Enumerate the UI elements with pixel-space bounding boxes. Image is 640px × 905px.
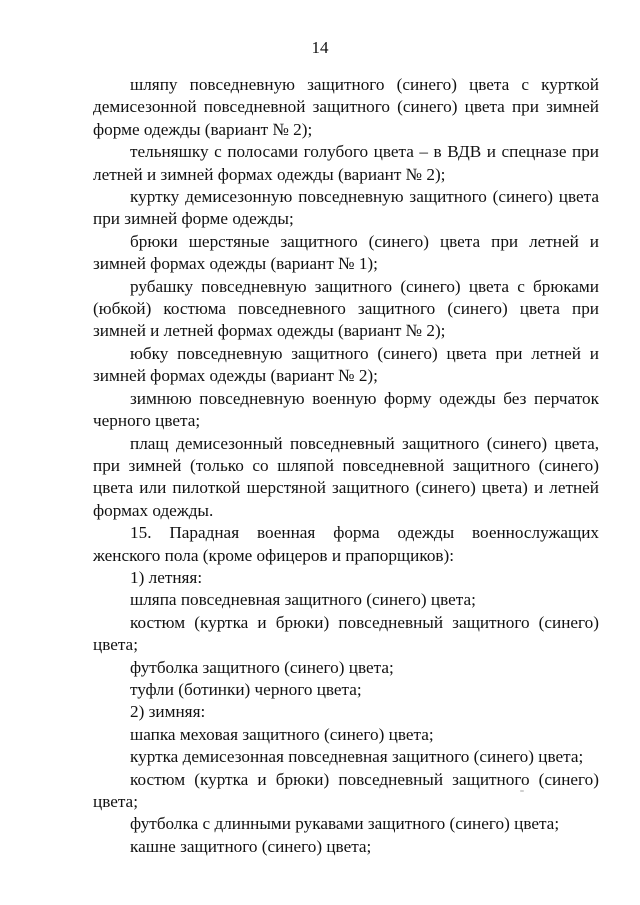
scan-speck <box>520 790 524 792</box>
list-item: футболка с длинными рукавами защитного (синего) цвета; <box>130 814 560 834</box>
page-number: 14 <box>311 38 329 57</box>
list-item: костюм (куртка и брюки) повседневный защитного (синего) цвета; <box>93 612 599 655</box>
list-item: шляпа повседневная защитного (синего) цвета; <box>130 590 476 610</box>
paragraph: шляпу повседневную защитного (синего) цвета с курткой демисезонной повседневной защитного (синего) цвета при зимней форме одежды (вариант № 2); <box>93 75 599 139</box>
subsection-heading: 2) зимняя: <box>130 702 206 722</box>
document-body <box>93 74 599 858</box>
paragraph: куртку демисезонную повседневную защитного (синего) цвета при зимней форме одежды; <box>93 187 599 229</box>
paragraph: юбку повседневную защитного (синего) цвета при летней и зимней формах одежды (вариант № 2); <box>93 343 599 386</box>
list-item: костюм (куртка и брюки) повседневный защитного (синего) цвета; <box>93 769 599 811</box>
list-item: футболка защитного (синего) цвета; <box>130 657 394 677</box>
list-item: шапка меховая защитного (синего) цвета; <box>130 724 434 744</box>
subsection-heading: 1) летняя: <box>130 567 203 587</box>
paragraph: плащ демисезонный повседневный защитного (синего) цвета, при зимней (только со шляпой повседневной защитного (синего) цвета или пилоткой шерстяной защитного (синего) цвета) и летней формах одежды. <box>93 433 599 520</box>
paragraph: брюки шерстяные защитного (синего) цвета при летней и зимней формах одежды (вариант № 1); <box>93 231 599 274</box>
paragraph: рубашку повседневную защитного (синего) цвета с брюками (юбкой) костюма повседневного защитного (синего) цвета при зимней и летней формах одежды (вариант № 2); <box>93 276 599 341</box>
list-item: кашне защитного (синего) цвета; <box>130 836 372 856</box>
section-heading: 15. Парадная военная форма одежды военнослужащих женского пола (кроме офицеров и прапорщиков): <box>93 523 599 565</box>
list-item: туфли (ботинки) черного цвета; <box>130 679 362 699</box>
paragraph: тельняшку с полосами голубого цвета – в ВДВ и спецназе при летней и зимней формах одежды (вариант № 2); <box>93 142 599 184</box>
list-item: куртка демисезонная повседневная защитного (синего) цвета; <box>130 747 584 767</box>
paragraph: зимнюю повседневную военную форму одежды без перчаток черного цвета; <box>93 388 599 431</box>
